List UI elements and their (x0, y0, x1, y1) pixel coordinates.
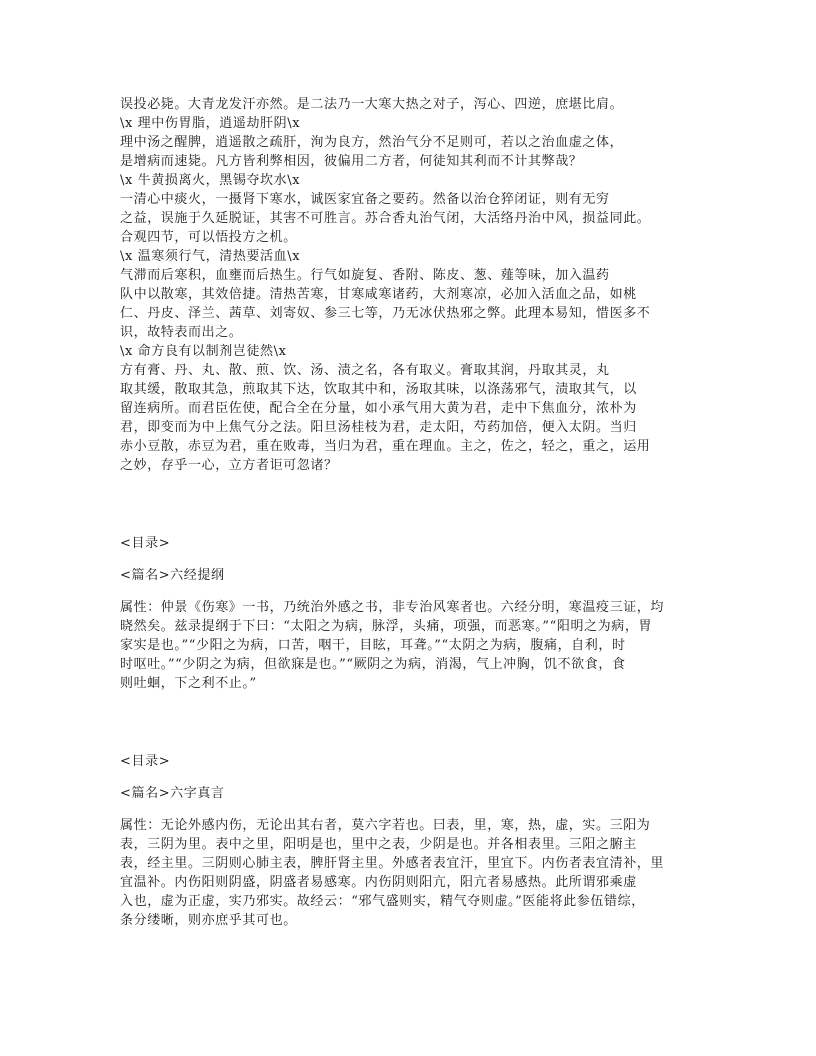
text-line: 条分缕晰，则亦庶乎其可也。 (120, 913, 297, 928)
text-line: 一清心中痰火，一摄肾下寒水，诚医家宜备之要药。然备以治仓猝闭证，则有无穷 (120, 192, 610, 207)
text-line: 属性：无论外感内伤，无论出其右者，莫六字若也。曰表，里，寒，热，虚，实。三阳为 (120, 818, 651, 833)
chapter-title: <篇名>六经提纲 (120, 568, 225, 583)
text-line: 理中汤之醒脾，逍遥散之疏肝，洵为良方，然治气分不足则可，若以之治血虚之体， (120, 135, 624, 150)
toc-label: <目录> (120, 754, 171, 769)
section-liuzi-zhenyan (120, 752, 700, 930)
text-line: 队中以散寒，其效倍捷。清热苦寒，甘寒咸寒诸药，大剂寒凉，必加入活血之品，如桃 (120, 287, 637, 302)
spacer (120, 771, 700, 784)
text-line: 仁、丹皮、泽兰、茜草、刘寄奴、参三七等，乃无冰伏热邪之弊。此理本易知，惜医多不 (120, 306, 651, 321)
text-line: 则吐蛔，下之利不止。” (120, 676, 257, 691)
spacer (120, 475, 700, 534)
text-line: 晓然矣。兹录提纲于下曰：“太阳之为病，脉浮，头痛，项强，而恶寒。”“阳明之为病，胃 (120, 619, 653, 634)
subheading-line: \x 温寒须行气，清热要活血\x (120, 249, 301, 264)
text-line: 取其缓，散取其急，煎取其下达，饮取其中和，汤取其味，以涤荡邪气，渍取其气，以 (120, 382, 637, 397)
text-line: 留连病所。而君臣佐使，配合全在分量，如小承气用大黄为君，走中下焦血分，浓朴为 (120, 401, 637, 416)
text-line: 属性：仲景《伤寒》一书，乃统治外感之书，非专治风寒者也。六经分明，寒温疫三证，均 (120, 600, 665, 615)
text-line: 君，即变而为中上焦气分之法。阳旦汤桂枝为君，走太阳，芍药加倍，便入太阴。当归 (120, 420, 637, 435)
text-line: 合观四节，可以悟投方之机。 (120, 230, 297, 245)
text-line: 宜温补。内伤阳则阴盛，阴盛者易感寒。内伤阴则阳亢，阳亢者易感热。此所谓邪乘虚 (120, 875, 637, 890)
text-line: 误投必毙。大青龙发汗亦然。是二法乃一大寒大热之对子，泻心、四逆，庶堪比肩。 (120, 97, 624, 112)
chapter-title: <篇名>六字真言 (120, 786, 225, 801)
section-continuation (120, 95, 700, 475)
text-line: 之妙，存乎一心，立方者讵可忽诸？ (120, 458, 338, 473)
subheading-line: \x 命方良有以制剂岂徒然\x (120, 344, 287, 359)
document-page (120, 95, 700, 930)
text-line: 家实是也。”“少阳之为病，口苦，咽干，目眩，耳聋。”“太阴之为病，腹痛，自利，时 (120, 638, 626, 653)
spacer (120, 693, 700, 752)
text-line: 气滞而后寒积，血壅而后热生。行气如旋复、香附、陈皮、葱、薤等味，加入温药 (120, 268, 610, 283)
text-line: 是增病而速毙。凡方皆利弊相因，彼偏用二方者，何徒知其利而不计其弊哉？ (120, 154, 583, 169)
text-line: 时呕吐。”“少阴之为病，但欲寐是也。”“厥阴之为病，消渴，气上冲胸，饥不欲食，食 (120, 657, 626, 672)
text-line: 入也，虚为正虚，实乃邪实。故经云：“邪气盛则实，精气夺则虚。”医能将此参伍错综， (120, 894, 645, 909)
text-line: 表，经主里。三阴则心肺主表，脾肝肾主里。外感者表宜汗，里宜下。内伤者表宜清补，里 (120, 856, 665, 871)
spacer (120, 803, 700, 816)
text-line: 之益，误施于久延脱证，其害不可胜言。苏合香丸治气闭，大活络丹治中风，损益同此。 (120, 211, 651, 226)
text-line: 表，三阴为里。表中之里，阳明是也，里中之表，少阴是也。并各相表里。三阳之腑主 (120, 837, 637, 852)
text-line: 赤小豆散，赤豆为君，重在败毒，当归为君，重在理血。主之，佐之，轻之，重之，运用 (120, 439, 651, 454)
subheading-line: \x 理中伤胃脂，逍遥劫肝阴\x (120, 116, 301, 131)
text-line: 方有膏、丹、丸、散、煎、饮、汤、渍之名，各有取义。膏取其润，丹取其灵，丸 (120, 363, 610, 378)
text-line: 识，故特表而出之。 (120, 325, 243, 340)
spacer (120, 585, 700, 598)
subheading-line: \x 牛黄损离火，黑锡夺坎水\x (120, 173, 301, 188)
toc-label: <目录> (120, 536, 171, 551)
section-liujing-tigang (120, 534, 700, 693)
spacer (120, 553, 700, 566)
